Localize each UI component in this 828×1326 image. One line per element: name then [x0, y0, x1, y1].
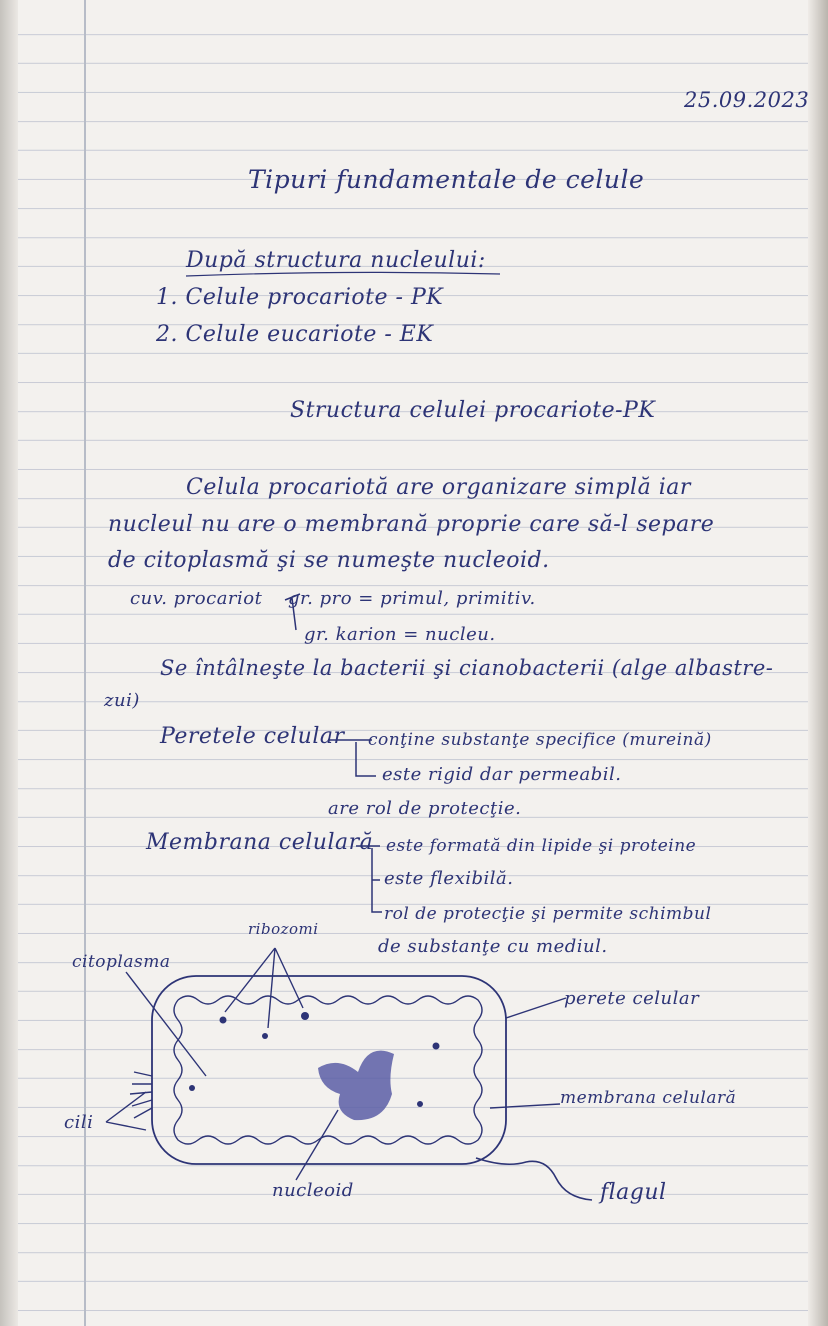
paragraph-line: Se întâlneşte la bacterii şi cianobacterii (alge albastre-	[160, 656, 774, 680]
paragraph-line: de citoplasmă şi se numeşte nucleoid.	[108, 548, 550, 573]
etymology-bracket	[285, 594, 300, 630]
flagellum-label: flagul	[600, 1180, 667, 1205]
date: 25.09.2023	[684, 88, 810, 112]
cell-wall-arrow	[506, 998, 566, 1018]
ribosome-dot	[417, 1101, 423, 1107]
membrane-arrow	[490, 1104, 560, 1108]
ribosomes-label: ribozomi	[248, 920, 319, 938]
ribosome-dot	[301, 1012, 309, 1020]
list-item: 1. Celule procariote - PK	[156, 285, 444, 310]
nucleoid-shape	[318, 1051, 394, 1121]
cell-wall-point: este rigid dar permeabil.	[382, 764, 622, 785]
cell-wall-point: are rol de protecţie.	[328, 798, 522, 819]
membrane-label: Membrana celulară	[146, 830, 374, 855]
membrane-point: de substanţe cu mediul.	[378, 936, 608, 957]
paragraph-line: zui)	[104, 690, 140, 711]
cilia-label: cili	[64, 1112, 94, 1133]
cell-wall-diagram-label: perete celular	[564, 988, 700, 1009]
flagellum-line	[476, 1158, 592, 1200]
membrane-diagram-label: membrana celulară	[560, 1088, 737, 1108]
section-heading: Structura celulei procariote-PK	[290, 398, 656, 423]
ribosome-dot	[433, 1043, 440, 1050]
page-title: Tipuri fundamentale de celule	[248, 165, 645, 194]
paragraph-line: nucleul nu are o membrană proprie care să-l separe	[108, 512, 715, 537]
nucleoid-label: nucleoid	[272, 1180, 354, 1201]
cytoplasm-label: citoplasma	[72, 952, 171, 972]
cell-wall-bracket	[328, 740, 376, 776]
ribosome-arrows	[225, 948, 303, 1028]
membrane-bracket	[356, 846, 382, 912]
etymology-line: gr. karion = nucleu.	[304, 624, 496, 645]
paragraph-line: Celula procariotă are organizare simplă iar	[186, 475, 691, 500]
list-item: 2. Celule eucariote - EK	[156, 322, 434, 347]
cilia-lines	[106, 1072, 152, 1130]
ribosome-dot	[262, 1033, 268, 1039]
ribosome-dot	[220, 1017, 227, 1024]
etymology-prefix: cuv. procariot	[130, 588, 263, 609]
etymology-line: gr. pro = primul, primitiv.	[288, 588, 536, 609]
heading-underline	[186, 272, 500, 276]
section-heading: După structura nucleului:	[186, 248, 486, 273]
membrane-point: este formată din lipide şi proteine	[386, 836, 697, 856]
nucleoid-arrow	[296, 1110, 338, 1180]
membrane-point: este flexibilă.	[384, 868, 514, 889]
cell-wall-label: Peretele celular	[160, 724, 345, 749]
cell-wall-point: conţine substanţe specifice (mureină)	[368, 730, 712, 750]
ribosome-dot	[189, 1085, 195, 1091]
membrane-point: rol de protecţie şi permite schimbul	[384, 904, 712, 924]
